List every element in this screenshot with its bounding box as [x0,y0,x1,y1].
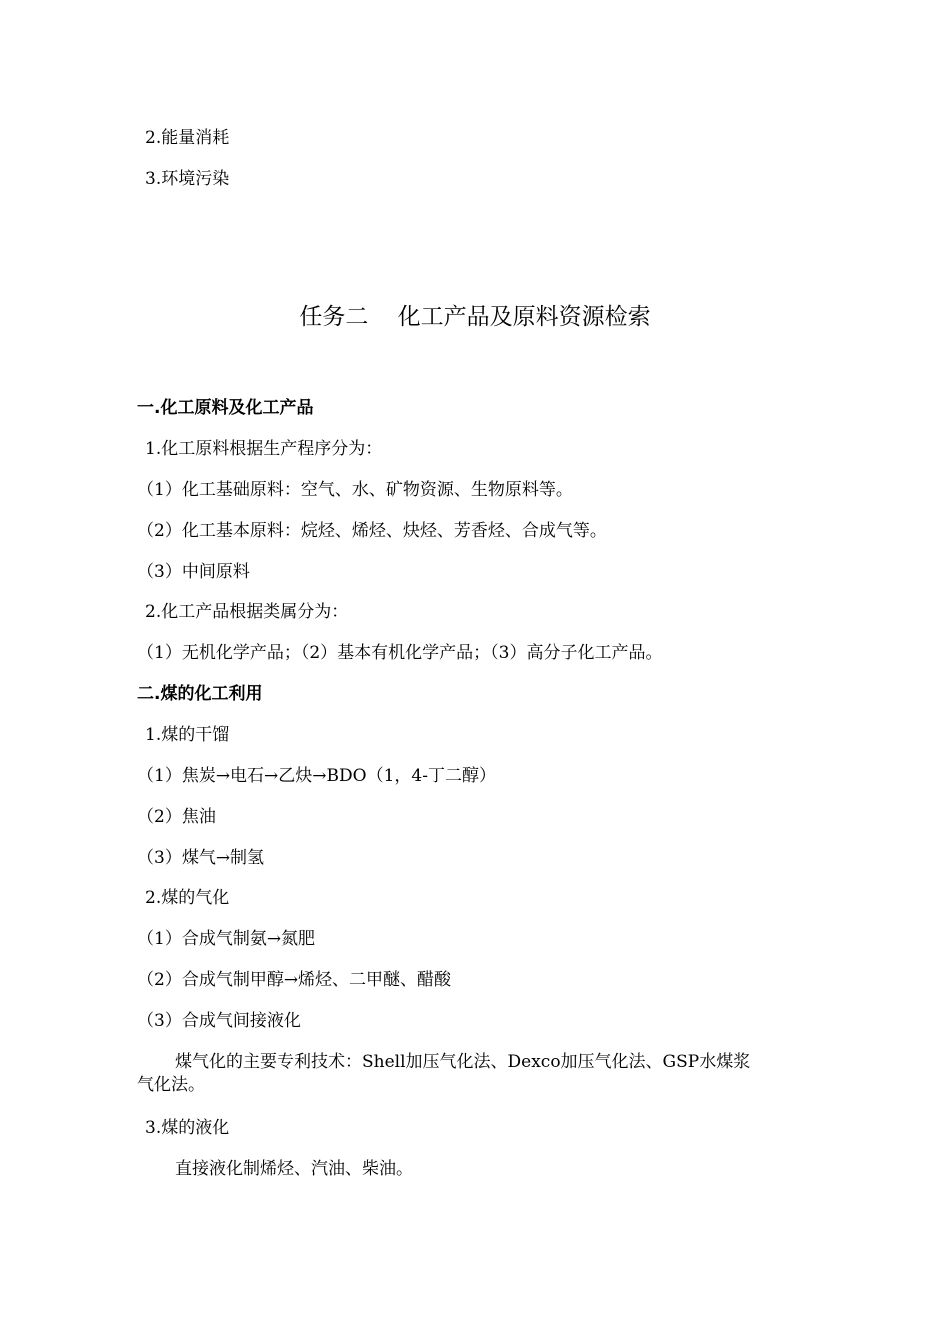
list-item: （2）化工基本原料：烷烃、烯烃、炔烃、芳香烃、合成气等。 [137,521,607,541]
list-item: 2.化工产品根据类属分为： [145,602,349,622]
list-item: （3）合成气间接液化 [137,1011,301,1031]
list-item: （2）合成气制甲醇→烯烃、二甲醚、醋酸 [137,970,452,990]
paragraph-line: 气化法。 [137,1075,205,1095]
list-item: （1）焦炭→电石→乙炔→BDO（1，4-丁二醇） [137,766,496,786]
list-item: （3）中间原料 [137,562,250,582]
list-item: 2.能量消耗 [145,128,230,148]
list-item: （1）化工基础原料：空气、水、矿物资源、生物原料等。 [137,480,573,500]
list-item: 2.煤的气化 [145,888,230,908]
section-heading: 二.煤的化工利用 [137,684,263,704]
paragraph-line: 煤气化的主要专利技术：Shell加压气化法、Dexco加压气化法、GSP水煤浆 [175,1052,751,1072]
list-item: （2）焦油 [137,807,216,827]
section-heading: 一.化工原料及化工产品 [137,398,314,418]
list-item: （3）煤气→制氢 [137,848,265,868]
list-item: 3.煤的液化 [145,1118,230,1138]
list-item: 3.环境污染 [145,169,230,189]
page-title: 任务二 化工产品及原料资源检索 [299,304,651,330]
list-item: （1）合成气制氨→氮肥 [137,929,316,949]
list-item: 1.煤的干馏 [145,725,230,745]
paragraph-line: 直接液化制烯烃、汽油、柴油。 [175,1159,413,1179]
list-item: （1）无机化学产品；（2）基本有机化学产品；（3）高分子化工产品。 [137,643,663,663]
list-item: 1.化工原料根据生产程序分为： [145,439,383,459]
